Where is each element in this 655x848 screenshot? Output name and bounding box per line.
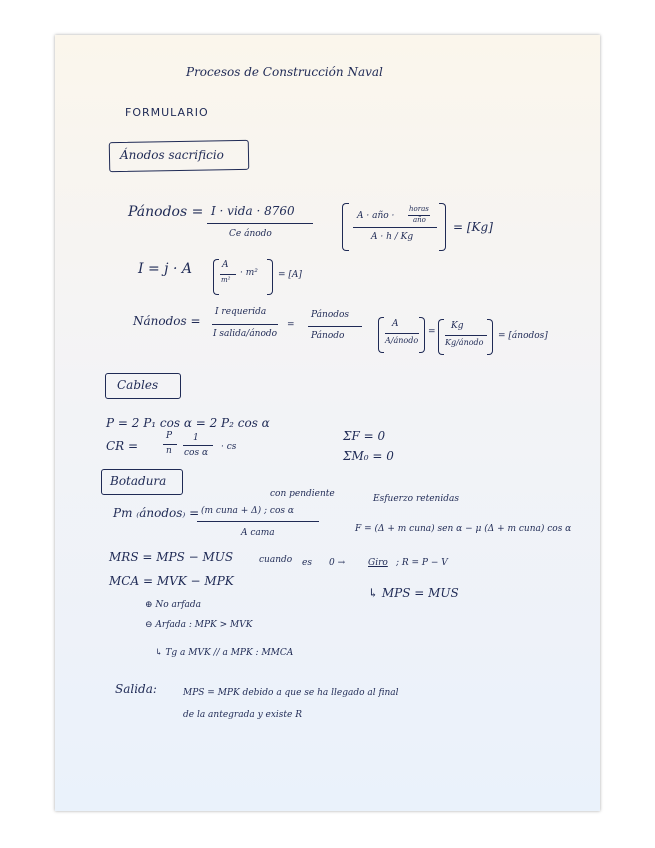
- equals-sign: =: [428, 327, 436, 337]
- f-equation: F = (Δ + m cuna) sen α − μ (Δ + m cuna) cos α: [355, 524, 572, 534]
- pm-lhs: Pm ₍ánodos₎ =: [113, 506, 200, 520]
- mca-equation: MCA = MVK − MPK: [109, 574, 234, 588]
- cables-cr-rest: · cs: [221, 442, 237, 452]
- units-bracket-right: [419, 317, 425, 353]
- p-units-den: A · h / Kg: [371, 232, 414, 242]
- fraction-bar: [445, 335, 487, 336]
- zero-arrow: 0 →: [329, 558, 346, 568]
- i-units-frac-top: A: [222, 260, 229, 270]
- page-title: Procesos de Construcción Naval: [186, 65, 383, 79]
- fraction-bar: [197, 521, 319, 522]
- mps-equals-mus: ↳ MPS = MUS: [368, 586, 459, 600]
- equals-sign: =: [287, 320, 295, 330]
- units-bracket-right: [267, 259, 273, 295]
- n-anodos-den1: I salida/ánodo: [213, 329, 278, 339]
- fraction-bar: [220, 274, 236, 275]
- n-anodos-lhs: Nánodos =: [133, 314, 201, 328]
- p-anodos-lhs: Pánodos =: [128, 204, 204, 220]
- p-units-num: A · año ·: [357, 211, 395, 221]
- fraction-bar: [308, 326, 362, 327]
- p-units-result: = [Kg]: [453, 220, 493, 234]
- p-anodos-numerator: I · vida · 8760: [211, 204, 295, 218]
- fraction-bar: [353, 227, 437, 228]
- salida-line-1: MPS = MPK debido a que se ha llegado al final: [183, 688, 399, 698]
- sum-moments: ΣM₀ = 0: [343, 449, 394, 463]
- cables-cr-frac1-top: P: [166, 431, 173, 441]
- n-units2-bot: Kg/ánodo: [445, 338, 484, 347]
- word-giro: Giro: [368, 558, 388, 568]
- p-anodos-denominator: Ce ánodo: [229, 229, 272, 239]
- pm-denominator: A cama: [241, 528, 275, 538]
- tg-note: ↳ Tg a MVK // a MPK : MMCA: [155, 648, 294, 658]
- n-anodos-num1: I requerida: [215, 307, 267, 317]
- notebook-page: [55, 35, 600, 811]
- fraction-bar: [183, 445, 213, 446]
- salida-label: Salida:: [115, 682, 157, 696]
- n-units1-bot: A/ánodo: [385, 336, 419, 345]
- n-units-result: = [ánodos]: [498, 331, 548, 341]
- n-anodos-num2: Pánodos: [311, 310, 350, 320]
- word-es: es: [302, 558, 312, 568]
- cables-cr-frac2-top: 1: [193, 433, 199, 443]
- note-con-pendiente: con pendiente: [270, 489, 335, 499]
- n-units2-top: Kg: [451, 321, 464, 331]
- cables-p-equation: P = 2 P₁ cos α = 2 P₂ cos α: [106, 416, 270, 430]
- r-equation: ; R = P − V: [396, 558, 448, 568]
- p-units-frac-top: horas: [409, 205, 429, 213]
- i-formula-lhs: I = j · A: [138, 261, 192, 277]
- n-anodos-den2: Pánodo: [311, 331, 345, 341]
- heading-botadura: Botadura: [110, 474, 167, 488]
- arfada: ⊖ Arfada : MPK > MVK: [145, 620, 253, 630]
- section-label-formulario: FORMULARIO: [125, 106, 209, 119]
- note-esfuerzo: Esfuerzo retenidas: [373, 494, 459, 504]
- sum-forces: ΣF = 0: [343, 429, 386, 443]
- fraction-bar: [212, 324, 278, 325]
- units-bracket-left: [438, 319, 444, 355]
- units-bracket-right: [487, 319, 493, 355]
- heading-anodos: Ánodos sacrificio: [120, 148, 224, 162]
- p-units-frac-bot: año: [413, 216, 426, 224]
- word-cuando: cuando: [259, 555, 293, 565]
- cables-cr-lhs: CR =: [106, 439, 139, 453]
- units-bracket-right: [439, 203, 446, 251]
- units-bracket-left: [213, 259, 219, 295]
- cables-cr-frac2-bot: cos α: [184, 448, 209, 458]
- mrs-equation: MRS = MPS − MUS: [109, 550, 234, 564]
- heading-cables: Cables: [117, 378, 159, 392]
- no-arfada: ⊕ No arfada: [145, 600, 202, 610]
- fraction-bar: [207, 223, 313, 224]
- fraction-bar: [163, 444, 177, 445]
- cables-cr-frac1-bot: n: [166, 446, 172, 456]
- i-units-result: = [A]: [278, 270, 302, 280]
- i-units-frac-bot: m²: [221, 276, 231, 284]
- units-bracket-left: [378, 317, 384, 353]
- salida-line-2: de la antegrada y existe R: [183, 710, 302, 720]
- pm-numerator: (m cuna + Δ) ; cos α: [201, 506, 294, 516]
- i-units-rest: · m²: [240, 268, 258, 278]
- units-bracket-left: [342, 203, 349, 251]
- fraction-bar: [385, 333, 419, 334]
- n-units1-top: A: [392, 319, 399, 329]
